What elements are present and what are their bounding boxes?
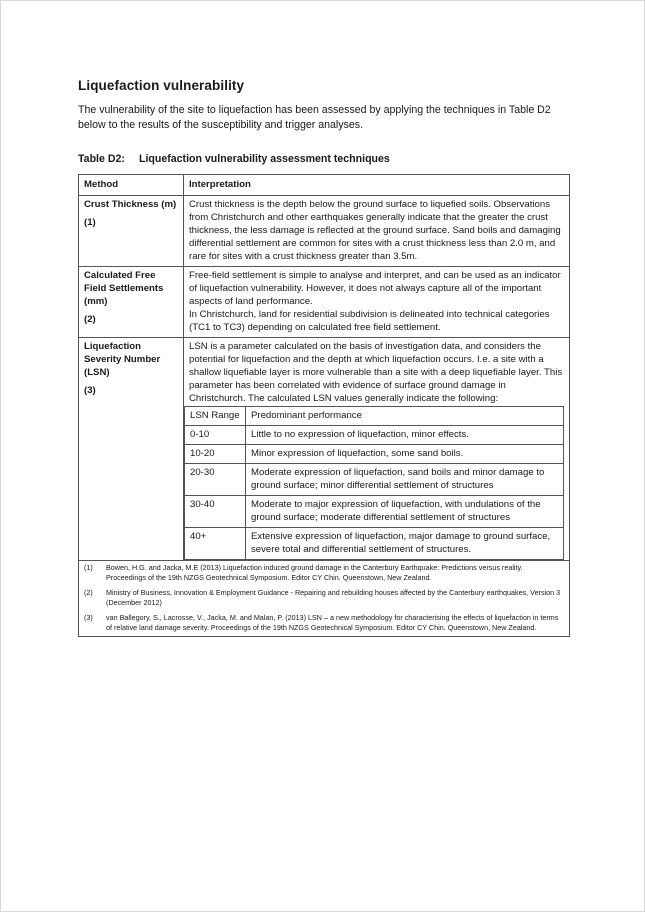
lsn-header-performance: Predominant performance <box>246 407 564 426</box>
interpretation-cell <box>184 267 570 338</box>
reference-item <box>84 588 564 608</box>
table-header-row <box>79 175 570 196</box>
method-ref: (2) <box>84 314 96 325</box>
lsn-range: 20-30 <box>185 464 246 496</box>
interpretation-cell <box>184 196 570 267</box>
lsn-header-row <box>185 407 564 426</box>
intro-paragraph: The vulnerability of the site to liquefaction has been assessed by applying the techniques in Table D2 below to the results of the susceptibility and trigger analyses. <box>78 104 551 131</box>
table-caption-number: Table D2: <box>78 153 125 165</box>
lsn-performance: Moderate to major expression of liquefaction, with undulations of the ground surface; moderate differential settlement of structures <box>246 496 564 528</box>
lsn-row <box>185 528 564 560</box>
lsn-table <box>184 406 564 560</box>
lsn-performance: Minor expression of liquefaction, some sand boils. <box>246 445 564 464</box>
vulnerability-table <box>78 174 570 637</box>
lsn-performance: Little to no expression of liquefaction, minor effects. <box>246 426 564 445</box>
references-cell <box>79 561 570 637</box>
reference-text: Ministry of Business, Innovation & Employment Guidance - Repairing and rebuilding houses affected by the Canterbury earthquakes, Version 3 (December 2012) <box>106 588 561 607</box>
header-method: Method <box>79 175 184 196</box>
table-row <box>79 196 570 267</box>
method-name: Liquefaction Severity Number (LSN) <box>84 341 161 378</box>
table-caption-title: Liquefaction vulnerability assessment techniques <box>139 153 390 165</box>
interpretation-paragraph: LSN is a parameter calculated on the basis of investigation data, and considers the potential for liquefaction and the depth at which liquefaction occurs. I.e. a site with a shallow liquefiable layer is more vulnerable than a site with a deep liquefiable layer. This parameter has been correlated with evidence of surface ground damage in Christchurch. The calculated LSN values generally indicate the following: <box>189 341 563 404</box>
document-content <box>78 78 570 637</box>
lsn-row <box>185 426 564 445</box>
lsn-performance: Extensive expression of liquefaction, major damage to ground surface, severe total and differential settlement of structures. <box>246 528 564 560</box>
reference-item <box>84 613 564 633</box>
method-cell <box>79 338 184 561</box>
lsn-range: 30-40 <box>185 496 246 528</box>
method-cell <box>79 267 184 338</box>
section-heading: Liquefaction vulnerability <box>78 78 245 93</box>
lsn-performance: Moderate expression of liquefaction, sand boils and minor damage to ground surface; minor differential settlement of structures <box>246 464 564 496</box>
header-interpretation: Interpretation <box>184 175 570 196</box>
lsn-row <box>185 496 564 528</box>
reference-number: (1) <box>84 563 93 572</box>
table-row <box>79 338 570 561</box>
method-name: Crust Thickness (m) <box>84 199 177 210</box>
table-row <box>79 267 570 338</box>
interpretation-paragraph: Free-field settlement is simple to analyse and interpret, and can be used as an indicator of liquefaction vulnerability. However, it does not always capture all of the important aspects of land performance. <box>189 270 561 307</box>
reference-number: (2) <box>84 588 93 597</box>
lsn-header-range: LSN Range <box>185 407 246 426</box>
references-row <box>79 561 570 637</box>
lsn-row <box>185 445 564 464</box>
lsn-row <box>185 464 564 496</box>
reference-number: (3) <box>84 613 93 622</box>
lsn-range: 0-10 <box>185 426 246 445</box>
lsn-range: 40+ <box>185 528 246 560</box>
interpretation-paragraph: Crust thickness is the depth below the ground surface to liquefied soils. Observations from Christchurch and other earthquakes generally indicate that the greater the crust thickness, the less damage is reflected at the ground surface. Sand boils and damaging differential settlement are common for sites with a crust thickness less than 2.0 m, and rare for sites with a crust thickness greater than 3.5m. <box>189 199 561 262</box>
interpretation-paragraph: In Christchurch, land for residential subdivision is delineated into technical categories (TC1 to TC3) depending on calculated free field settlement. <box>189 309 550 333</box>
lsn-range: 10-20 <box>185 445 246 464</box>
interpretation-cell <box>184 338 570 561</box>
reference-item <box>84 563 564 583</box>
method-name: Calculated Free Field Settlements (mm) <box>84 270 164 307</box>
table-caption <box>78 153 570 165</box>
method-ref: (3) <box>84 385 96 396</box>
method-cell <box>79 196 184 267</box>
method-ref: (1) <box>84 217 96 228</box>
reference-text: Bowen, H.G. and Jacka, M.E (2013) Liquefaction induced ground damage in the Canterbury Earthquake: Predictions versus reality. Proceedings of the 19th NZGS Geotechnical Symposium. Editor CY Chin. Queenstown, New Zealand. <box>106 563 523 582</box>
reference-text: van Ballegory, S., Lacrosse, V., Jacka, M. and Malan, P. (2013) LSN – a new methodology for characterising the effects of liquefaction in terms of relative land damage severity. Proceedings of the 19th NZGS Geotechnical Symposium. Editor CY Chin. Queenstown, New Zealand. <box>106 613 559 632</box>
